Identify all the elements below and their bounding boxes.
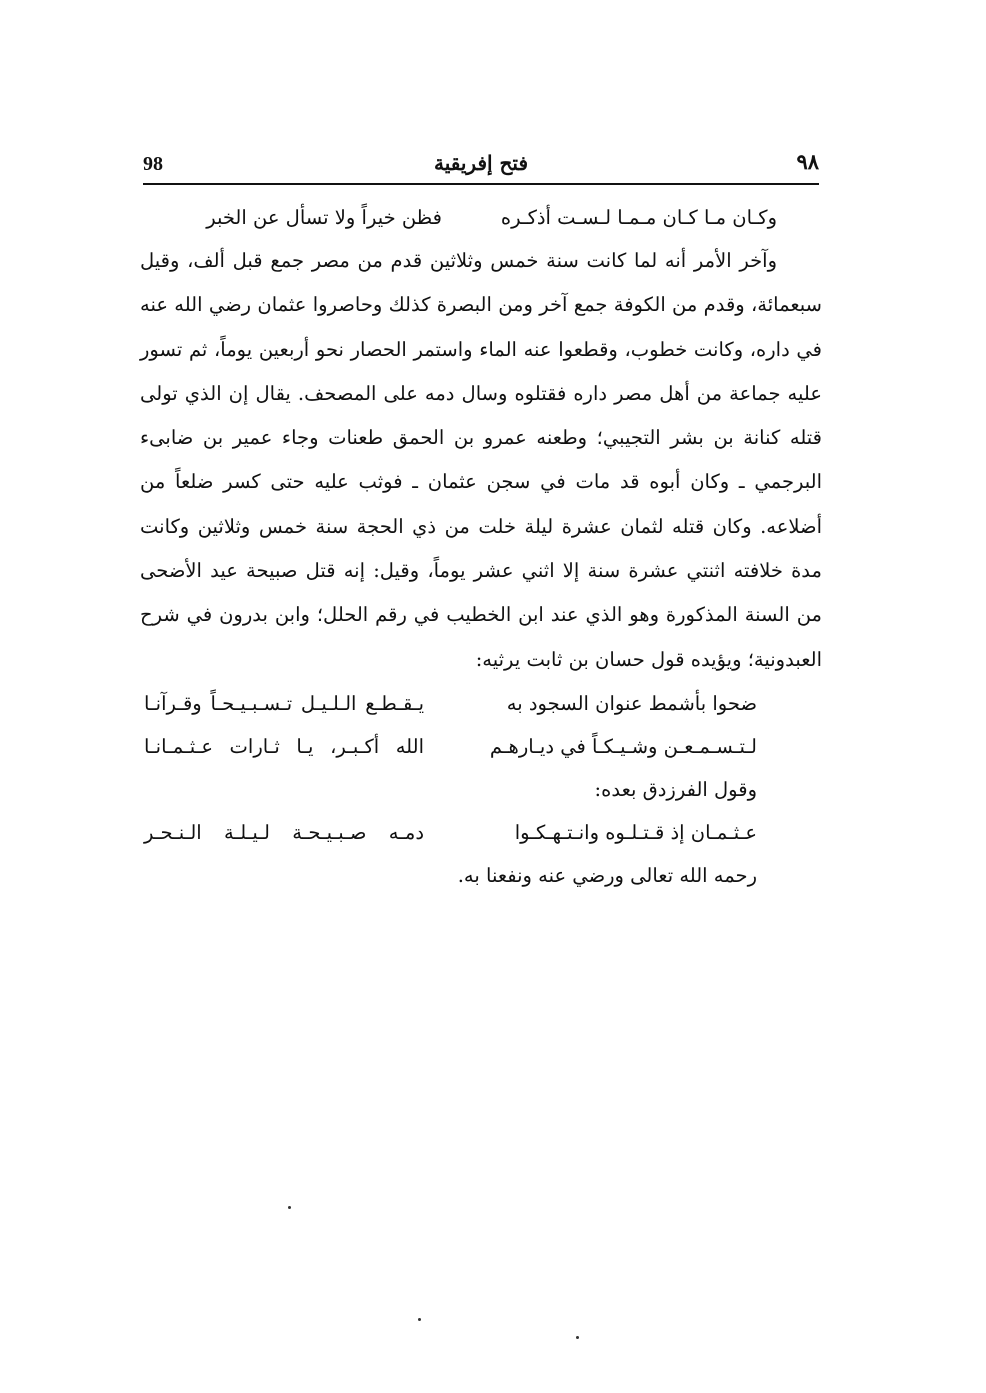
poem-verse	[140, 682, 757, 725]
scan-speck	[418, 1318, 421, 1321]
scan-speck	[288, 1206, 291, 1209]
farazdaq-poem	[140, 811, 757, 854]
running-header	[143, 143, 819, 185]
farazdaq-intro: وقول الفرزدق بعده:	[594, 777, 757, 801]
verse-hemistich: عـثـمـان إذ قـتـلـوه وانـتـهـكـوا	[514, 820, 757, 844]
verse-hemistich: ضحوا بأشمط عنوان السجود به	[506, 691, 757, 715]
poem-verse	[140, 725, 757, 768]
scan-speck	[576, 1336, 579, 1339]
hassan-poem	[140, 682, 757, 768]
opening-verse	[140, 196, 777, 239]
main-paragraph: وآخر الأمر أنه لما كانت سنة خمس وثلاثين قدم من مصر جمع قبل ألف، وقيل سبعمائة، وقدم من الكوفة جمع آخر ومن البصرة كذلك وحاصروا عثمان رضي الله عنه في داره، وكانت خطوب، وقطعوا عنه الماء واستمر الحصار نحو أربعين يوماً، ثم تسور عليه جماعة من أهل مصر داره فقتلوه وسال دمه على المصحف. يقال إن الذي تولى قتله كنانة بن بشر التجيبي؛ وطعنه عمرو بن الحمق طعنات وجاء عمير بن ضابىء البرجمي ـ وكان أبوه قد مات في سجن عثمان ـ فوثب عليه حتى كسر ضلعاً من أضلاعه. وكان قتله لثمان عشرة ليلة خلت من ذي الحجة سنة خمس وثلاثين وكانت مدة خلافته اثنتي عشرة سنة إلا اثني عشر يوماً، وقيل: إنه قتل صبيحة عيد الأضحى من السنة المذكورة وهو الذي عند ابن الخطيب في رقم الحلل؛ وابن بدرون في شرح العبدونية؛ ويؤيده قول حسان بن ثابت يرثيه:	[140, 249, 823, 671]
running-title: فتح إفريقية	[433, 151, 529, 175]
page-number-latin: 98	[143, 153, 163, 175]
poem-verse	[140, 811, 757, 854]
verse-hemistich: يـقـطـع الـلـيـل تـسـبـيـحـاً وقـرآنـا	[144, 691, 424, 715]
verse-hemistich: وكـان مـا كـان مـمـا لـسـت أذكـره	[500, 206, 777, 229]
page-number-arabic: ٩٨	[796, 149, 819, 174]
verse-hemistich: لـتـسـمـعـن وشـيـكـاً في ديـارهـم	[489, 734, 757, 758]
verse-hemistich: دمـه صـبـيـحـة لـيـلـة الـنـحـر	[144, 820, 424, 844]
page-body	[140, 196, 822, 897]
verse-hemistich: فظن خيراً ولا تسأل عن الخبر	[206, 206, 442, 229]
verse-hemistich: الله أكـبـر، يـا ثـارات عـثـمـانـا	[144, 734, 424, 758]
closing-line: رحمه الله تعالى ورضي عنه ونفعنا به.	[457, 863, 757, 887]
